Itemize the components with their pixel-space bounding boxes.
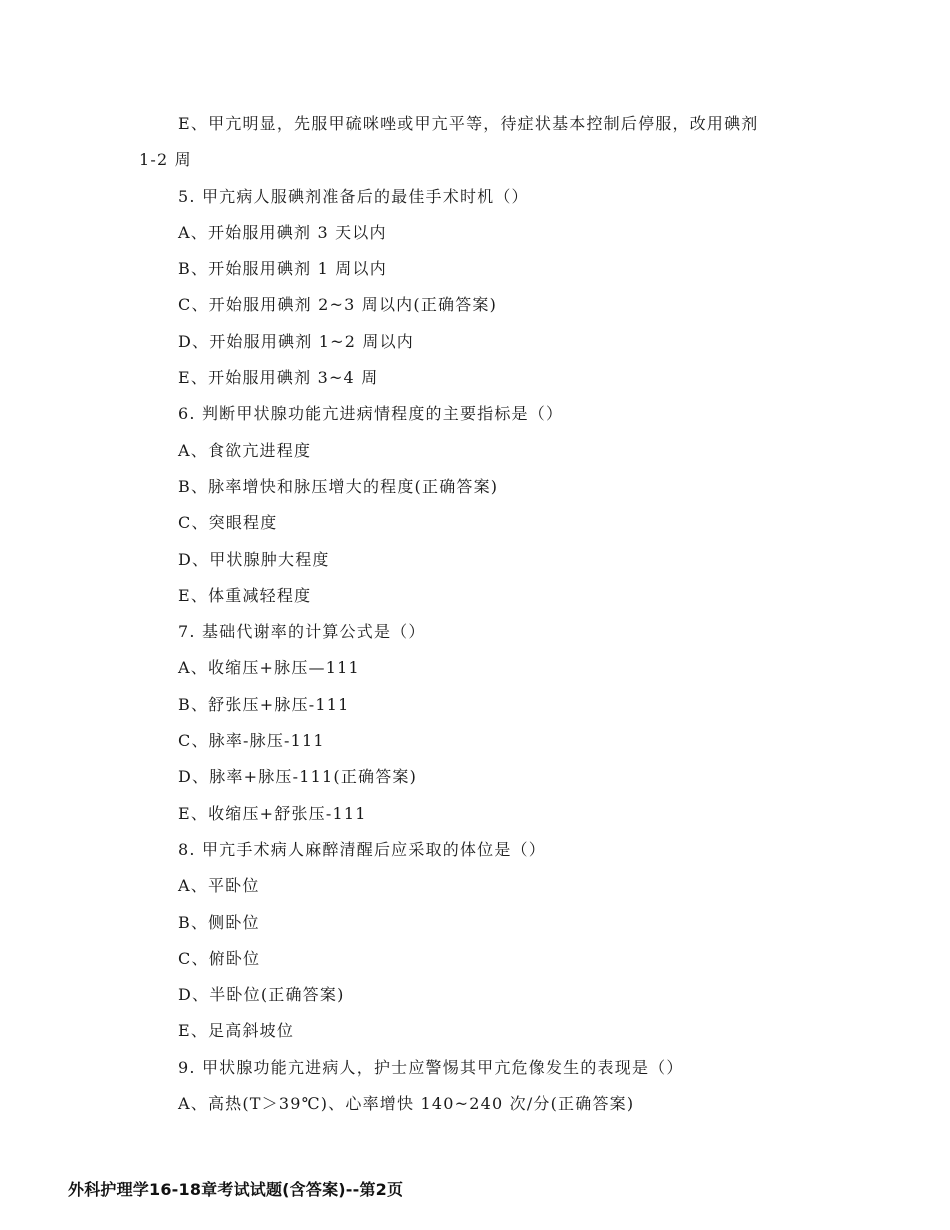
question-line: 7. 基础代谢率的计算公式是（）: [178, 622, 426, 642]
option-line: A、开始服用碘剂 3 天以内: [178, 222, 387, 242]
option-line: B、开始服用碘剂 1 周以内: [178, 259, 387, 279]
option-line: E、足高斜坡位: [178, 1021, 295, 1041]
option-line: A、食欲亢进程度: [178, 440, 312, 460]
option-continuation: 1-2 周: [139, 150, 192, 170]
option-line: C、俯卧位: [178, 948, 261, 968]
option-line: E、开始服用碘剂 3~4 周: [178, 368, 379, 388]
option-line: C、脉率-脉压-111: [178, 731, 325, 751]
question-line: 6. 判断甲状腺功能亢进病情程度的主要指标是（）: [178, 404, 564, 424]
option-line: C、开始服用碘剂 2~3 周以内(正确答案): [178, 295, 498, 315]
option-line: A、高热(T＞39℃)、心率增快 140~240 次/分(正确答案): [178, 1094, 635, 1114]
question-line: 8. 甲亢手术病人麻醉清醒后应采取的体位是（）: [178, 839, 546, 859]
option-line: E、收缩压+舒张压-111: [178, 803, 367, 823]
document-body: [0, 106, 950, 1122]
option-line: B、侧卧位: [178, 912, 260, 932]
option-line: A、收缩压+脉压—111: [178, 658, 360, 678]
option-line: E、体重减轻程度: [178, 585, 312, 605]
option-line: C、突眼程度: [178, 513, 278, 533]
option-line: D、甲状腺肿大程度: [178, 549, 330, 569]
option-line: B、脉率增快和脉压增大的程度(正确答案): [178, 476, 499, 496]
option-line: D、半卧位(正确答案): [178, 985, 345, 1005]
option-line: D、开始服用碘剂 1~2 周以内: [178, 331, 414, 351]
page-footer: 外科护理学16-18章考试试题(含答案)--第2页: [68, 1180, 404, 1199]
question-line: 5. 甲亢病人服碘剂准备后的最佳手术时机（）: [178, 186, 529, 206]
option-line: B、舒张压+脉压-111: [178, 694, 350, 714]
question-line: 9. 甲状腺功能亢进病人，护士应警惕其甲亢危像发生的表现是（）: [178, 1057, 684, 1077]
option-line: D、脉率+脉压-111(正确答案): [178, 767, 418, 787]
option-line: A、平卧位: [178, 876, 260, 896]
option-line: E、甲亢明显，先服甲硫咪唑或甲亢平等，待症状基本控制后停服，改用碘剂: [178, 114, 759, 133]
